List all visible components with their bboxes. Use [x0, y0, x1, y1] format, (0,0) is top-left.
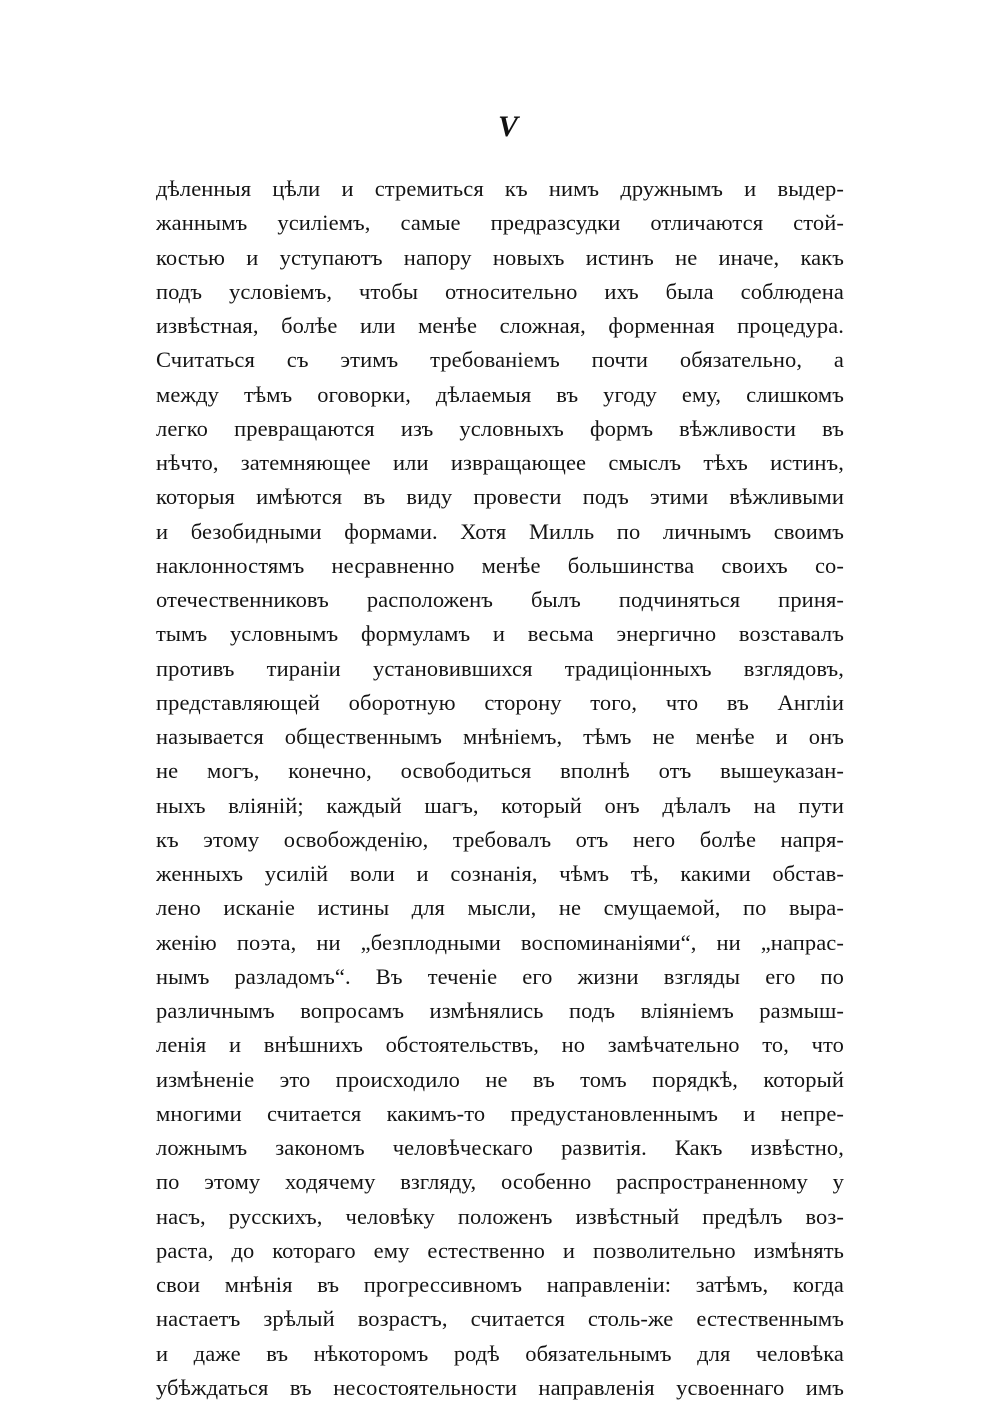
- text-line: нѣчто, затемняющее или извращающее смыслъ тѣхъ истинъ,: [156, 450, 844, 475]
- text-line: отечественниковъ расположенъ былъ подчиняться приня-: [156, 587, 844, 612]
- text-line: лено исканіе истины для мысли, не смущаемой, по выра-: [156, 895, 844, 921]
- text-line: противъ тираніи установившихся традиціонныхъ взглядовъ,: [156, 655, 844, 681]
- text-line: тымъ условнымъ формуламъ и весьма энергично возставалъ: [156, 621, 844, 647]
- text-line: подъ условіемъ, чтобы относительно ихъ была соблюдена: [156, 278, 844, 304]
- text-line: которыя имѣются въ виду провести подъ этими вѣжливыми: [156, 484, 844, 510]
- text-line: называется общественнымъ мнѣніемъ, тѣмъ не менѣе и онъ: [156, 724, 844, 749]
- text-line: убѣждаться въ несостоятельности направленія усвоеннаго имъ: [156, 1374, 844, 1400]
- text-line: ленія и внѣшнихъ обстоятельствъ, но замѣчательно то, что: [156, 1032, 844, 1058]
- text-line: многими считается какимъ-то предустановленнымъ и непре-: [156, 1100, 844, 1126]
- text-line: извѣстная, болѣе или менѣе сложная, форменная процедура.: [156, 313, 844, 338]
- text-line: не могъ, конечно, освободиться вполнѣ отъ вышеуказан-: [156, 758, 844, 784]
- text-line: жаннымъ усиліемъ, самые предразсудки отличаются стой-: [156, 210, 844, 236]
- text-line: ложнымъ закономъ человѣческаго развитія. Какъ извѣстно,: [156, 1135, 844, 1160]
- text-line: дѣленныя цѣли и стремиться къ нимъ дружнымъ и выдер-: [156, 176, 844, 201]
- text-line: женныхъ усилій воли и сознанія, чѣмъ тѣ, какими обстав-: [156, 861, 844, 886]
- text-line: насъ, русскихъ, человѣку положенъ извѣстный предѣлъ воз-: [156, 1203, 844, 1229]
- text-line: раста, до котораго ему естественно и позволительно измѣнять: [156, 1237, 844, 1263]
- text-line: и безобидными формами. Хотя Милль по личнымъ своимъ: [156, 518, 844, 544]
- text-line: ныхъ вліяній; каждый шагъ, который онъ дѣлалъ на пути: [156, 792, 844, 818]
- text-line: нымъ разладомъ“. Въ теченіе его жизни взгляды его по: [156, 963, 844, 989]
- text-line: наклонностямъ несравненно менѣе большинства своихъ со-: [156, 552, 844, 578]
- text-line: и даже въ нѣкоторомъ родѣ обязательнымъ для человѣка: [156, 1340, 844, 1366]
- body-text: [156, 172, 844, 1405]
- text-line: представляющей оборотную сторону того, что въ Англіи: [156, 689, 844, 715]
- text-line: по этому ходячему взгляду, особенно распространенному у: [156, 1169, 844, 1195]
- text-line: костью и уступаютъ напору новыхъ истинъ не иначе, какъ: [156, 244, 844, 270]
- text-line: женію поэта, ни „безплодными воспоминаніями“, ни „напрас-: [156, 929, 844, 955]
- text-line: различнымъ вопросамъ измѣнялись подъ вліяніемъ размыш-: [156, 998, 844, 1023]
- text-line: свои мнѣнія въ прогрессивномъ направленіи: затѣмъ, когда: [156, 1272, 844, 1297]
- text-line: настаетъ зрѣлый возрастъ, считается столь-же естественнымъ: [156, 1306, 844, 1332]
- text-line: между тѣмъ оговорки, дѣлаемыя въ угоду ему, слишкомъ: [156, 381, 844, 407]
- page-number: V: [497, 110, 518, 143]
- text-line: къ этому освобожденію, требовалъ отъ него болѣе напря-: [156, 826, 844, 852]
- text-line: легко превращаются изъ условныхъ формъ вѣжливости въ: [156, 415, 844, 441]
- text-line: измѣненіе это происходило не въ томъ порядкѣ, который: [156, 1066, 844, 1092]
- text-line: Считаться съ этимъ требованіемъ почти обязательно, а: [156, 347, 844, 373]
